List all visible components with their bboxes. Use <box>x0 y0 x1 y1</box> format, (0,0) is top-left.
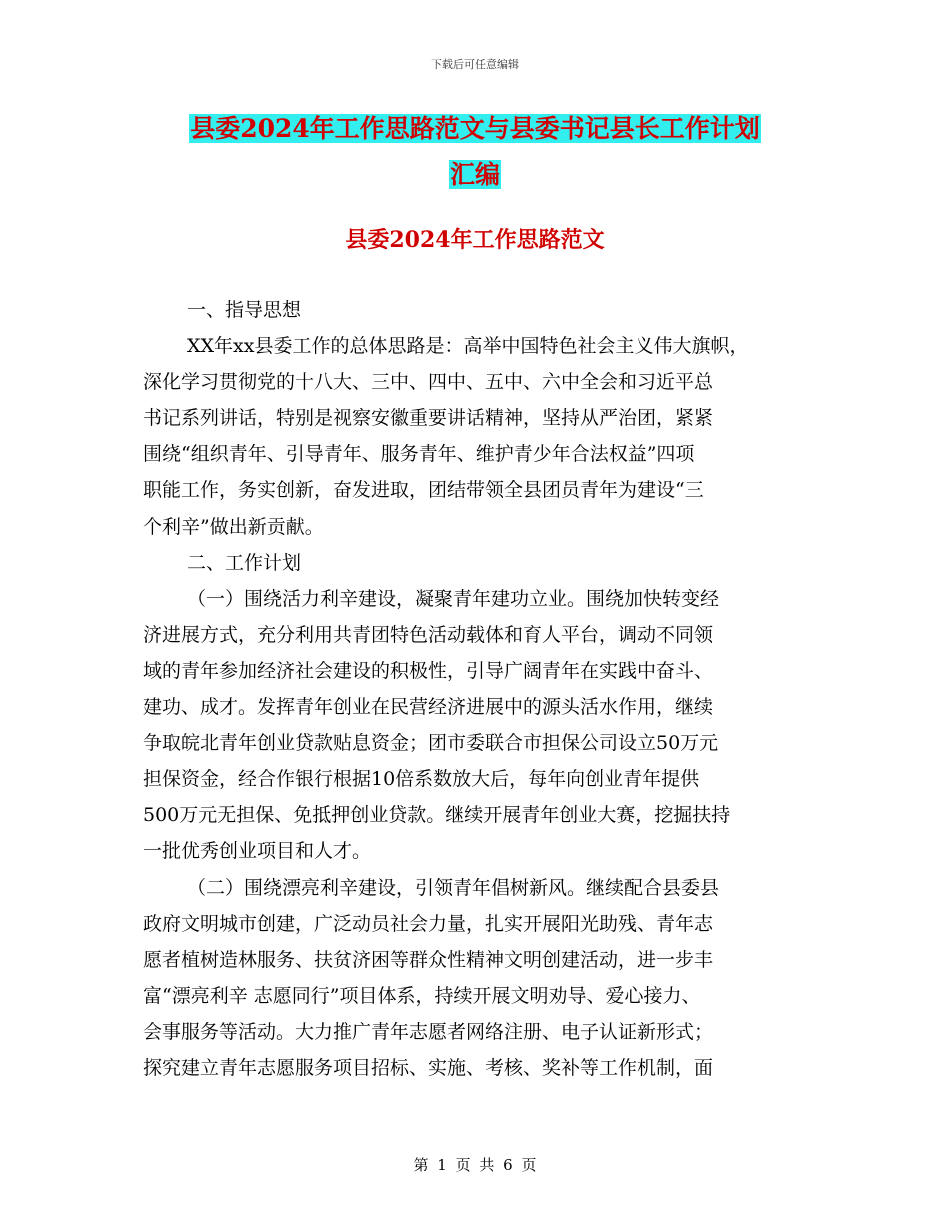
paragraph-line: 职能工作，务实创新，奋发进取，团结带领全县团员青年为建设“三 <box>143 479 704 502</box>
paragraph-line: 建功、成才。发挥青年创业在民营经济进展中的源头活水作用，继续 <box>143 696 714 719</box>
page-footer: 第 1 页 共 6 页 <box>413 1156 537 1174</box>
paragraph-line: 探究建立青年志愿服务项目招标、实施、考核、奖补等工作机制，面 <box>143 1056 714 1079</box>
paragraph-line: 500万元无担保、免抵押创业贷款。继续开展青年创业大赛，挖掘扶持 <box>143 804 731 827</box>
heading-guiding-thought: 一、指导思想 <box>187 299 302 321</box>
paragraph-line: 个利辛”做出新贡献。 <box>143 515 324 538</box>
section-title: 县委2024年工作思路范文 <box>345 227 605 253</box>
paragraph-line: 会事服务等活动。大力推广青年志愿者网络注册、电子认证新形式； <box>143 1020 714 1043</box>
paragraph-line: XX年xx县委工作的总体思路是：高举中国特色社会主义伟大旗帜， <box>187 335 749 358</box>
paragraph-line: 担保资金，经合作银行根据10倍系数放大后，每年向创业青年提供 <box>143 768 700 791</box>
main-title-line-1 <box>0 112 950 146</box>
paragraph-line: 围绕“组织青年、引导青年、服务青年、维护青少年合法权益”四项 <box>143 443 695 466</box>
paragraph-line: 富“漂亮利辛 志愿同行”项目体系，持续开展文明劝导、爱心接力、 <box>143 984 701 1007</box>
paragraph-line: 愿者植树造林服务、扶贫济困等群众性精神文明创建活动，进一步丰 <box>143 948 714 971</box>
main-title-text-1: 县委2024年工作思路范文与县委书记县长工作计划 <box>190 114 760 143</box>
heading-work-plan: 二、工作计划 <box>187 551 302 574</box>
paragraph-line: 一批优秀创业项目和人才。 <box>143 840 372 863</box>
paragraph-line: 书记系列讲话，特别是视察安徽重要讲话精神，坚持从严治团，紧紧 <box>143 407 714 430</box>
main-title-text-2: 汇编 <box>449 160 500 189</box>
main-title-line-2 <box>0 158 950 192</box>
paragraph-line: （一）围绕活力利辛建设，凝聚青年建功立业。围绕加快转变经 <box>187 587 720 610</box>
paragraph-line: （二）围绕漂亮利辛建设，引领青年倡树新风。继续配合县委县 <box>187 876 720 899</box>
paragraph-line: 政府文明城市创建，广泛动员社会力量，扎实开展阳光助残、青年志 <box>143 912 714 935</box>
paragraph-line: 争取皖北青年创业贷款贴息资金；团市委联合市担保公司设立50万元 <box>143 732 719 755</box>
paragraph-line: 深化学习贯彻党的十八大、三中、四中、五中、六中全会和习近平总 <box>143 371 714 394</box>
paragraph-line: 域的青年参加经济社会建设的积极性，引导广阔青年在实践中奋斗、 <box>143 659 714 682</box>
paragraph-line: 济进展方式，充分利用共青团特色活动载体和育人平台，调动不同领 <box>143 623 714 646</box>
body-text <box>143 292 833 1086</box>
header-note: 下载后可任意编辑 <box>431 58 519 71</box>
